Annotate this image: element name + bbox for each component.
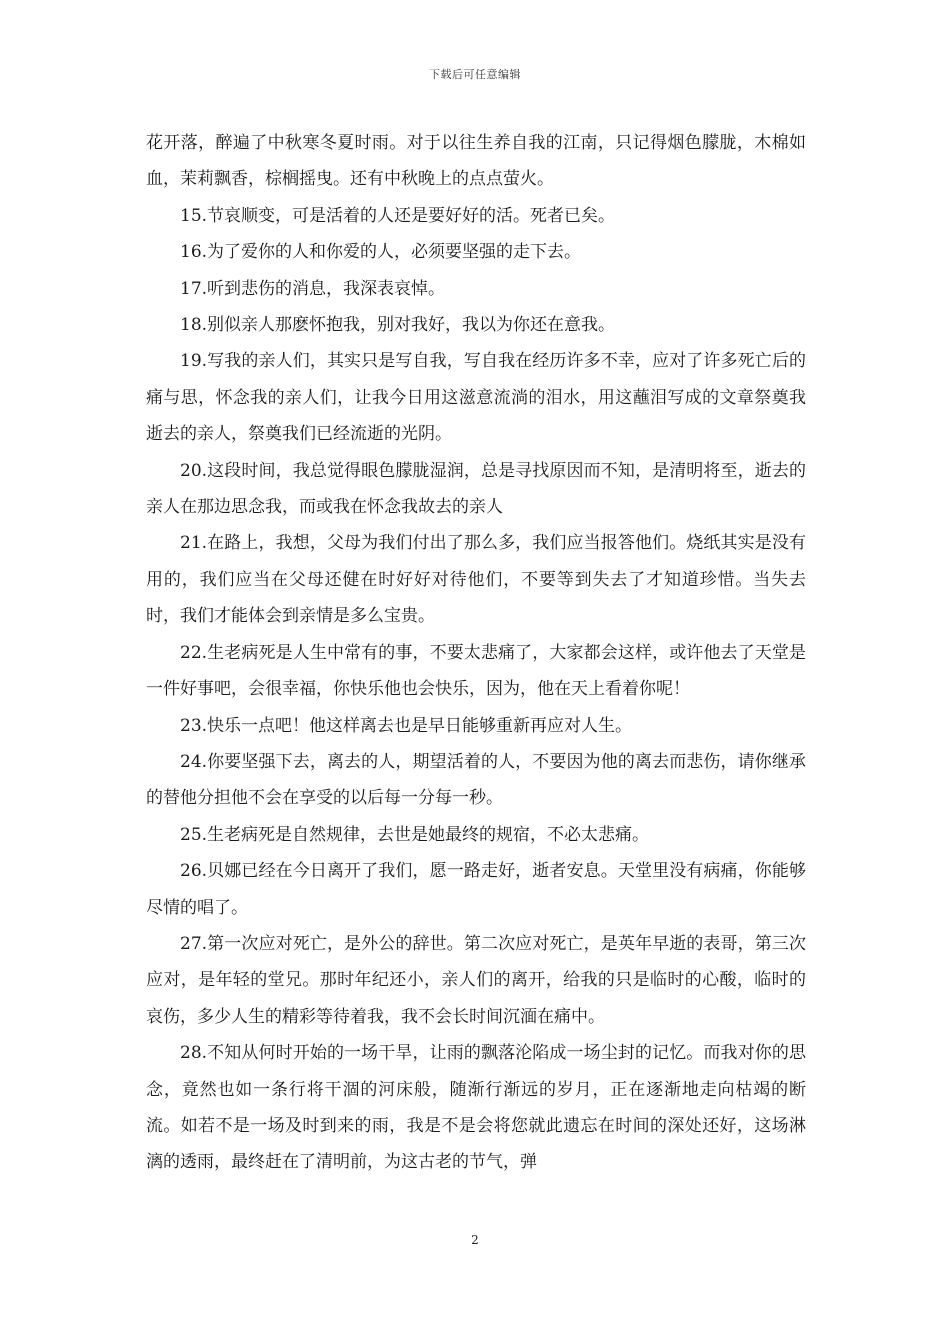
paragraph: 花开落，醉遍了中秋寒冬夏时雨。对于以往生养自我的江南，只记得烟色朦胧，木棉如血，茉莉飘香，棕榈摇曳。还有中秋晚上的点点萤火。 bbox=[146, 133, 806, 190]
paragraph: 23.快乐一点吧！他这样离去也是早日能够重新再应对人生。 bbox=[180, 715, 633, 736]
paragraph: 24.你要坚强下去，离去的人，期望活着的人，不要因为他的离去而悲伤，请你继承的替他分担他不会在享受的以后每一分每一秒。 bbox=[146, 751, 806, 809]
paragraph: 25.生老病死是自然规律，去世是她最终的规宿，不必太悲痛。 bbox=[180, 824, 650, 845]
paragraph: 18.别似亲人那麽怀抱我，别对我好，我以为你还在意我。 bbox=[180, 315, 616, 336]
paragraph: 21.在路上，我想，父母为我们付出了那么多，我们应当报答他们。烧纸其实是没有用的，我们应当在父母还健在时好好对待他们，不要等到失去了才知道珍惜。当失去时，我们才能体会到亲情是多么宝贵。 bbox=[146, 533, 806, 627]
paragraph: 17.听到悲伤的消息，我深表哀悼。 bbox=[180, 278, 446, 299]
paragraph: 15.节哀顺变，可是活着的人还是要好好的活。死者已矣。 bbox=[180, 205, 616, 226]
paragraph: 28.不知从何时开始的一场干旱，让雨的飘落沦陷成一场尘封的记忆。而我对你的思念，竟然也如一条行将干涸的河床般，随渐行渐远的岁月，正在逐渐地走向枯竭的断流。如若不是一场及时到来的雨，我是不是会将您就此遗忘在时间的深处还好，这场淋漓的透雨，最终赶在了清明前，为这古老的节气，弹 bbox=[146, 1043, 806, 1173]
paragraph: 20.这段时间，我总觉得眼色朦胧湿润，总是寻找原因而不知，是清明将至，逝去的亲人在那边思念我，而或我在怀念我故去的亲人 bbox=[146, 460, 806, 518]
paragraph: 16.为了爱你的人和你爱的人，必须要坚强的走下去。 bbox=[180, 242, 582, 263]
paragraph: 27.第一次应对死亡，是外公的辞世。第二次应对死亡，是英年早逝的表哥，第三次应对，是年轻的堂兄。那时年纪还小，亲人们的离开，给我的只是临时的心酸，临时的哀伤，多少人生的精彩等待着我，我不会长时间沉湎在痛中。 bbox=[146, 933, 806, 1027]
document-body bbox=[146, 125, 806, 1181]
paragraph: 26.贝娜已经在今日离开了我们，愿一路走好，逝者安息。天堂里没有病痛，你能够尽情的唱了。 bbox=[146, 861, 806, 918]
page-number: 2 bbox=[471, 1233, 479, 1247]
page-header: 下载后可任意编辑 bbox=[429, 68, 521, 81]
paragraph: 19.写我的亲人们，其实只是写自我，写自我在经历许多不幸，应对了许多死亡后的痛与思，怀念我的亲人们，让我今日用这滋意流淌的泪水，用这蘸泪写成的文章祭奠我逝去的亲人，祭奠我们已经流逝的光阴。 bbox=[146, 351, 806, 445]
paragraph: 22.生老病死是人生中常有的事，不要太悲痛了，大家都会这样，或许他去了天堂是一件好事吧，会很幸福，你快乐他也会快乐，因为，他在天上看着你呢！ bbox=[146, 642, 806, 700]
